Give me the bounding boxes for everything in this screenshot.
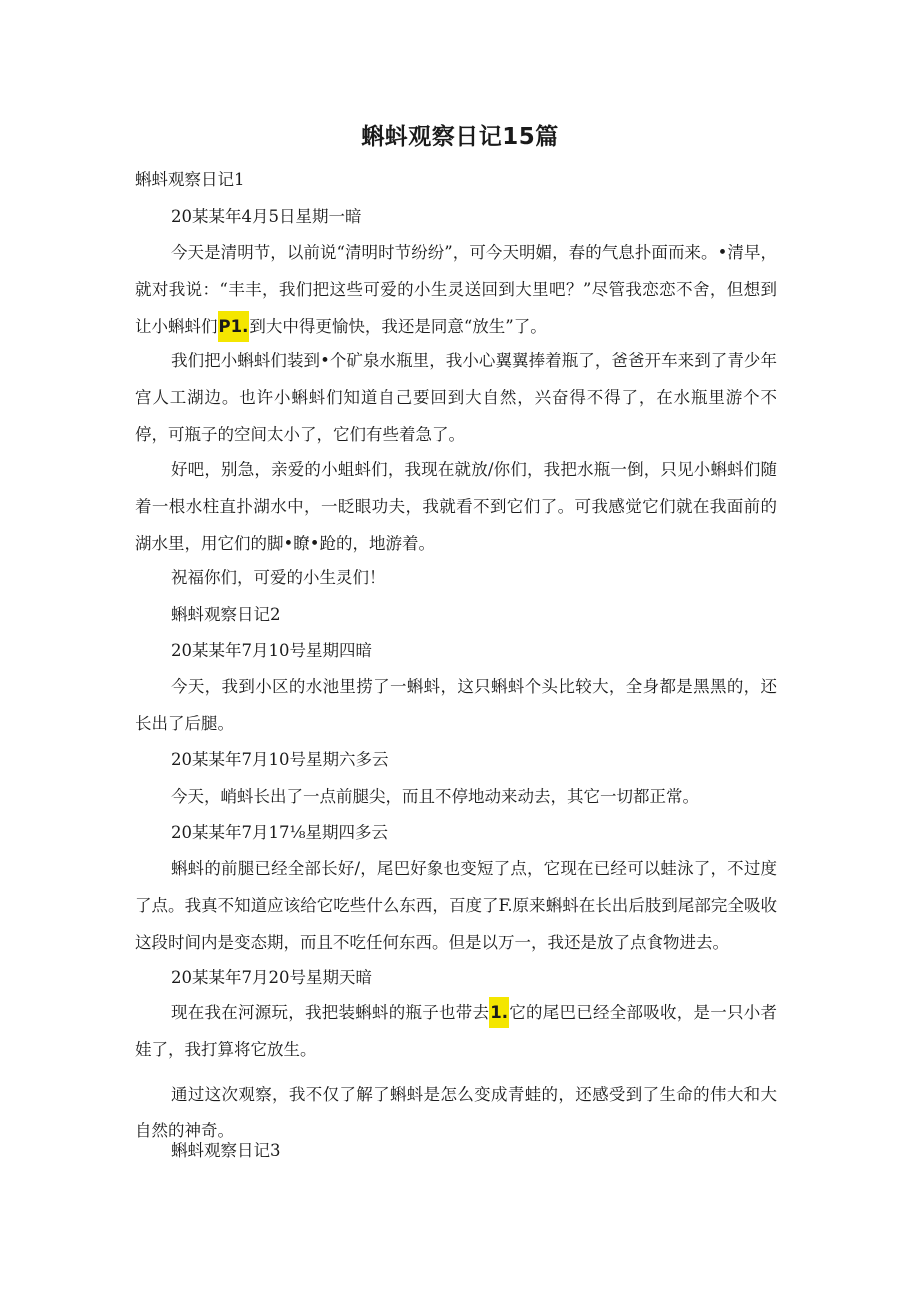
highlight-mark: P1. (218, 311, 250, 342)
diary-1-paragraph-3: 好吧，别急，亲爱的小蛆蚪们，我现在就放/你们，我把水瓶一倒，只见小蝌蚪们随着一根水柱直扑湖水中，一眨眼功夫，我就看不到它们了。可我感觉它们就在我面前的湖水里，用它们的脚•瞭•跄的，地游着。 (135, 460, 777, 553)
diary-1-paragraph-1-text-a: 今天是清明节，以前说“清明时节纷纷”，可今天明媚，春的气息扑面而来。•清早，就对我说：“丰丰，我们把这些可爱的小生灵送回到大里吧？”尽管我恋恋不舍，但想到让小蝌蚪们 (135, 243, 777, 336)
diary-2-heading: 蝌蚪观察日记2 (171, 605, 281, 624)
diary-1-paragraph-1-text-b: 到大中得更愉快，我还是同意“放生”了。 (249, 317, 547, 336)
highlight-mark: 1. (489, 997, 509, 1028)
diary-1-paragraph-4: 祝福你们，可爱的小生灵们！ (171, 568, 386, 587)
diary-2-paragraph-4-text-b: 它的尾巴已经全部吸收，是一只小者娃了，我打算将它放生。 (135, 1003, 777, 1059)
diary-1-paragraph-2: 我们把小蝌蚪们装到•个矿泉水瓶里，我小心翼翼捧着瓶了，爸爸开车来到了青少年宫人工湖边。也许小蝌蚪们知道自己要回到大自然，兴奋得不得了，在水瓶里游个不停，可瓶子的空间太小了，它们有些着急了。 (135, 351, 777, 444)
diary-2-paragraph-4 (135, 994, 777, 1068)
diary-1-heading: 蝌蚪观察日记1 (135, 170, 245, 189)
diary-1-paragraph-1 (135, 234, 777, 345)
diary-2-paragraph-1: 今天，我到小区的水池里捞了一蝌蚪，这只蝌蚪个头比较大，全身都是黑黑的，还长出了后腿。 (135, 677, 777, 733)
diary-1-date: 20某某年4月5日星期一暗 (171, 207, 362, 226)
diary-3-heading: 蝌蚪观察日记3 (171, 1141, 281, 1160)
diary-2-date-1: 20某某年7月10号星期四暗 (171, 641, 372, 660)
diary-2-paragraph-3: 蝌蚪的前腿已经全部长好/，尾巴好象也变短了点，它现在已经可以蛙泳了，不过度了点。我真不知道应该给它吃些什么东西，百度了F.原来蝌蚪在长出后肢到尾部完全吸收这段时间内是变态期，而且不吃任何东西。但是以万一，我还是放了点食物进去。 (135, 859, 777, 952)
diary-2-paragraph-2: 今天，峭蚪长出了一点前腿尖，而且不停地动来动去，其它一切都正常。 (171, 787, 699, 806)
document-title: 蝌蚪观察日记15篇 (361, 124, 559, 150)
diary-2-date-4: 20某某年7月20号星期天暗 (171, 968, 372, 987)
diary-2-paragraph-5: 通过这次观察，我不仅了解了蝌蚪是怎么变成青蛙的，还感受到了生命的伟大和大自然的神奇。 (135, 1085, 777, 1140)
diary-2-paragraph-4-text-a: 现在我在河源玩，我把装蝌蚪的瓶子也带去 (171, 1003, 490, 1022)
diary-2-date-2: 20某某年7月10号星期六多云 (171, 750, 389, 769)
diary-2-date-3: 20某某年7月17⅛星期四多云 (171, 823, 388, 842)
